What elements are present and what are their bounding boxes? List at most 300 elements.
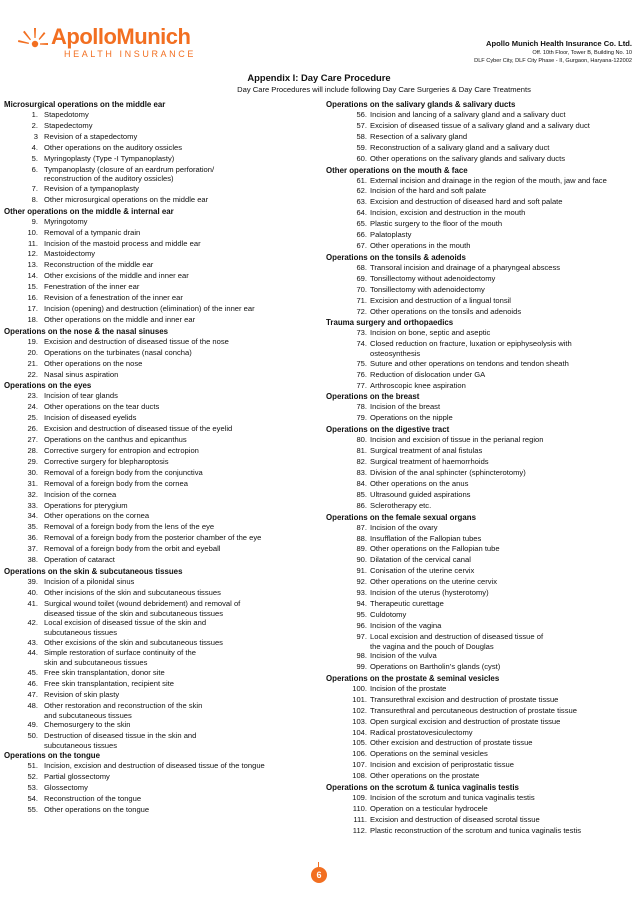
section-heading: Operations on the eyes bbox=[4, 381, 92, 391]
procedure-item bbox=[326, 402, 638, 413]
procedure-text: Local excision and destruction of diseased tissue of bbox=[370, 631, 544, 641]
company-info bbox=[474, 39, 632, 65]
procedure-text: Incision of diseased eyelids bbox=[44, 413, 137, 423]
procedure-text: Sclerotherapy etc. bbox=[370, 500, 432, 510]
procedure-text: Removal of a foreign body from the orbit and eyeball bbox=[44, 544, 221, 554]
procedure-item bbox=[4, 468, 312, 479]
procedure-text: Incision of tear glands bbox=[44, 391, 118, 401]
procedure-text: Revision of skin plasty bbox=[44, 689, 120, 699]
right-column bbox=[326, 99, 638, 837]
logo-wordmark: ApolloMunich bbox=[51, 24, 191, 49]
procedure-item bbox=[4, 679, 312, 690]
logo-sun-icon bbox=[18, 26, 48, 58]
procedure-item bbox=[4, 143, 312, 154]
procedure-item bbox=[4, 402, 312, 413]
procedure-number: 88. bbox=[356, 533, 367, 543]
logo-tagline: HEALTH INSURANCE bbox=[64, 49, 196, 59]
section-heading: Operations on the scrotum & tunica vaginalis testis bbox=[326, 783, 519, 793]
procedure-item bbox=[4, 720, 312, 731]
procedure-number: 9. bbox=[31, 216, 38, 226]
procedure-item bbox=[326, 296, 638, 307]
procedure-number: 11. bbox=[28, 238, 38, 248]
procedure-number: 112. bbox=[352, 825, 367, 835]
procedure-item bbox=[326, 523, 638, 534]
procedure-item bbox=[326, 760, 638, 771]
procedure-item bbox=[326, 501, 638, 512]
procedure-item bbox=[326, 435, 638, 446]
page-subtitle: Day Care Procedures will include following Day Care Surgeries & Day Care Treatments bbox=[237, 85, 531, 94]
procedure-number: 57. bbox=[356, 120, 367, 130]
procedure-item bbox=[4, 690, 312, 701]
procedure-text: Operations on the canthus and epicanthus bbox=[44, 435, 187, 445]
section-heading: Operations on the digestive tract bbox=[326, 425, 450, 435]
procedure-text: Incision, excision and destruction of diseased tissue of the tongue bbox=[44, 761, 265, 771]
procedure-text-continued: the vagina and the pouch of Douglas bbox=[370, 641, 494, 651]
procedure-item bbox=[4, 544, 312, 555]
procedure-text: Ultrasound guided aspirations bbox=[370, 489, 471, 499]
procedure-text: Operation of cataract bbox=[44, 555, 115, 565]
procedure-item bbox=[4, 271, 312, 282]
section-heading: Other operations on the middle & internal ear bbox=[4, 206, 174, 216]
procedure-number: 21. bbox=[27, 358, 38, 368]
procedure-text-continued: subcutaneous tissues bbox=[44, 628, 118, 638]
procedure-text: Incision on bone, septic and aseptic bbox=[370, 328, 491, 338]
procedure-item bbox=[326, 132, 638, 143]
procedure-item bbox=[326, 632, 638, 651]
procedure-item bbox=[326, 446, 638, 457]
procedure-number: 103. bbox=[352, 716, 367, 726]
procedure-item bbox=[4, 555, 312, 566]
procedure-text: Other excision and destruction of prostate tissue bbox=[370, 738, 533, 748]
procedure-number: 86. bbox=[356, 500, 367, 510]
procedure-number: 60. bbox=[356, 153, 367, 163]
procedure-number: 7. bbox=[31, 183, 38, 193]
procedure-text: Incision of the prostate bbox=[370, 683, 447, 693]
procedure-number: 37. bbox=[27, 544, 38, 554]
procedure-item bbox=[4, 501, 312, 512]
procedure-number: 79. bbox=[356, 413, 367, 423]
procedure-item bbox=[326, 738, 638, 749]
procedure-number: 29. bbox=[27, 456, 38, 466]
procedure-number: 43. bbox=[27, 637, 38, 647]
procedure-number: 76. bbox=[356, 369, 367, 379]
procedure-number: 30. bbox=[27, 467, 38, 477]
procedure-item bbox=[326, 413, 638, 424]
procedure-item bbox=[326, 717, 638, 728]
procedure-text: Insufflation of the Fallopian tubes bbox=[370, 533, 482, 543]
procedure-number: 25. bbox=[27, 413, 38, 423]
procedure-number: 59. bbox=[356, 142, 367, 152]
procedure-text: Tympanoplasty (closure of an eardrum perforation/ bbox=[44, 164, 215, 174]
procedure-text: Nasal sinus aspiration bbox=[44, 369, 119, 379]
section-heading: Operations on the tonsils & adenoids bbox=[326, 252, 466, 262]
procedure-item bbox=[326, 651, 638, 662]
procedure-text: Other restoration and reconstruction of the skin bbox=[44, 700, 203, 710]
procedure-text: Tonsillectomy with adenoidectomy bbox=[370, 284, 485, 294]
procedure-item bbox=[4, 217, 312, 228]
procedure-item bbox=[326, 154, 638, 165]
procedure-number: 50. bbox=[27, 730, 38, 740]
procedure-text: Incision and excision of tissue in the perianal region bbox=[370, 435, 544, 445]
apollo-munich-logo bbox=[18, 24, 208, 64]
procedure-text: Division of the anal sphincter (sphincterotomy) bbox=[370, 467, 526, 477]
procedure-item bbox=[326, 706, 638, 717]
procedure-number: 41. bbox=[27, 598, 38, 608]
procedure-item bbox=[326, 771, 638, 782]
procedure-number: 47. bbox=[27, 689, 38, 699]
procedure-text: Other operations on the prostate bbox=[370, 771, 480, 781]
procedure-text: Radical prostatovesiculectomy bbox=[370, 727, 473, 737]
procedure-text: Excision and destruction of diseased scrotal tissue bbox=[370, 814, 540, 824]
procedure-item bbox=[326, 621, 638, 632]
procedure-number: 92. bbox=[356, 577, 367, 587]
procedure-text: Incision of the mastoid process and middle ear bbox=[44, 238, 201, 248]
procedure-text: Other operations on the cornea bbox=[44, 511, 150, 521]
procedure-item bbox=[4, 761, 312, 772]
procedure-item bbox=[326, 804, 638, 815]
procedure-number: 5. bbox=[31, 153, 38, 163]
procedure-number: 91. bbox=[356, 566, 367, 576]
procedure-number: 23. bbox=[27, 391, 38, 401]
procedure-item bbox=[326, 479, 638, 490]
procedure-item bbox=[4, 599, 312, 618]
procedure-item bbox=[4, 424, 312, 435]
procedure-text: Other operations on the nose bbox=[44, 358, 143, 368]
procedure-number: 52. bbox=[27, 772, 38, 782]
procedure-text: Incision and lancing of a salivary gland and a salivary duct bbox=[370, 110, 566, 119]
procedure-item bbox=[4, 648, 312, 667]
procedure-text: Simple restoration of surface continuity of the bbox=[44, 648, 196, 658]
procedure-item bbox=[4, 511, 312, 522]
procedure-number: 18. bbox=[27, 314, 38, 324]
procedure-item bbox=[4, 239, 312, 250]
procedure-item bbox=[4, 522, 312, 533]
left-column bbox=[4, 99, 312, 816]
section-heading: Operations on the prostate & seminal vesicles bbox=[326, 673, 500, 683]
procedure-item bbox=[326, 208, 638, 219]
procedure-number: 106. bbox=[352, 749, 367, 759]
procedure-item bbox=[4, 132, 312, 143]
procedure-text: External incision and drainage in the region of the mouth, jaw and face bbox=[370, 175, 607, 185]
procedure-number: 2. bbox=[31, 120, 38, 130]
procedure-text: Other microsurgical operations on the middle ear bbox=[44, 194, 209, 204]
procedure-text: Removal of a tympanic drain bbox=[44, 227, 141, 237]
procedure-text: Incision of a pilonidal sinus bbox=[44, 576, 135, 586]
procedure-number: 63. bbox=[356, 197, 367, 207]
procedure-number: 109. bbox=[352, 793, 367, 803]
procedure-number: 31. bbox=[27, 478, 38, 488]
procedure-number: 26. bbox=[27, 424, 38, 434]
procedure-item bbox=[326, 274, 638, 285]
section-heading: Microsurgical operations on the middle ear bbox=[4, 100, 166, 109]
procedure-item bbox=[4, 348, 312, 359]
procedure-text: Revision of a fenestration of the inner ear bbox=[44, 293, 183, 303]
procedure-text: Operation on a testicular hydrocele bbox=[370, 803, 488, 813]
procedure-text: Mastoidectomy bbox=[44, 249, 96, 259]
procedure-text: Reconstruction of the middle ear bbox=[44, 260, 154, 270]
section-heading: Other operations on the mouth & face bbox=[326, 165, 468, 175]
procedure-item bbox=[326, 544, 638, 555]
procedure-item bbox=[4, 391, 312, 402]
procedure-number: 104. bbox=[352, 727, 367, 737]
procedure-item bbox=[326, 197, 638, 208]
procedure-text: Excision and destruction of a lingual tonsil bbox=[370, 295, 511, 305]
procedure-item bbox=[4, 805, 312, 816]
procedure-text: Dilatation of the cervical canal bbox=[370, 555, 471, 565]
procedure-item bbox=[326, 577, 638, 588]
procedure-text: Removal of a foreign body from the posterior chamber of the eye bbox=[44, 533, 262, 543]
procedure-item bbox=[4, 701, 312, 720]
procedure-item bbox=[326, 490, 638, 501]
procedure-item bbox=[326, 826, 638, 837]
procedure-number: 102. bbox=[352, 705, 367, 715]
procedure-number: 64. bbox=[356, 208, 367, 218]
procedure-text: Excision and destruction of diseased hard and soft palate bbox=[370, 197, 563, 207]
procedure-item bbox=[326, 241, 638, 252]
procedure-text: Other excisions of the skin and subcutaneous tissues bbox=[44, 637, 223, 647]
procedure-number: 12. bbox=[27, 249, 38, 259]
procedure-text: Incision, excision and destruction in the mouth bbox=[370, 208, 526, 218]
procedure-number: 93. bbox=[356, 588, 367, 598]
procedure-number: 105. bbox=[352, 738, 367, 748]
procedure-item bbox=[4, 304, 312, 315]
procedure-number: 56. bbox=[356, 110, 367, 119]
procedure-item bbox=[4, 668, 312, 679]
procedure-item bbox=[4, 370, 312, 381]
section-heading: Operations on the tongue bbox=[4, 751, 101, 761]
procedure-item bbox=[4, 435, 312, 446]
procedure-number: 35. bbox=[27, 522, 38, 532]
procedure-text: Reconstruction of the tongue bbox=[44, 794, 142, 804]
procedure-number: 48. bbox=[27, 700, 38, 710]
procedure-item bbox=[326, 457, 638, 468]
procedure-text: Partial glossectomy bbox=[44, 772, 110, 782]
procedure-text: Incision and excision of periprostatic tissue bbox=[370, 760, 514, 770]
page-title: Appendix I: Day Care Procedure bbox=[247, 72, 391, 83]
procedure-number: 22. bbox=[27, 369, 38, 379]
procedure-item bbox=[4, 577, 312, 588]
company-name: Apollo Munich Health Insurance Co. Ltd. bbox=[486, 39, 632, 48]
procedure-item bbox=[326, 662, 638, 673]
procedure-number: 82. bbox=[356, 457, 367, 467]
procedure-item bbox=[4, 731, 312, 750]
procedure-text-continued: diseased tissue of the skin and subcutaneous tissues bbox=[44, 608, 223, 618]
procedure-text: Other operations in the mouth bbox=[370, 240, 471, 250]
procedure-text: Operations for pterygium bbox=[44, 500, 128, 510]
procedure-text: Removal of a foreign body from the cornea bbox=[44, 478, 188, 488]
procedure-item bbox=[4, 794, 312, 805]
procedure-number: 81. bbox=[356, 446, 367, 456]
procedure-item bbox=[4, 457, 312, 468]
procedure-text: Removal of a foreign body from the lens of the eye bbox=[44, 522, 215, 532]
procedure-item bbox=[326, 359, 638, 370]
procedure-text: Other operations on the salivary glands and salivary ducts bbox=[370, 153, 566, 163]
procedure-item bbox=[4, 588, 312, 599]
procedure-number: 51. bbox=[27, 761, 38, 771]
procedure-item bbox=[326, 555, 638, 566]
procedure-number: 80. bbox=[356, 435, 367, 445]
procedure-number: 38. bbox=[27, 555, 38, 565]
procedure-number: 108. bbox=[352, 771, 367, 781]
procedure-item bbox=[4, 165, 312, 184]
procedure-number: 87. bbox=[356, 522, 367, 532]
procedure-text: Local excision of diseased tissue of the skin and bbox=[44, 618, 207, 628]
procedure-text: Operations on the nipple bbox=[370, 413, 453, 423]
procedure-number: 75. bbox=[356, 358, 367, 368]
procedure-item bbox=[326, 588, 638, 599]
procedure-text: Surgical treatment of anal fistulas bbox=[370, 446, 483, 456]
procedure-text: Operations on the turbinates (nasal concha) bbox=[44, 347, 192, 357]
procedure-item bbox=[326, 370, 638, 381]
procedure-text: Operations on the seminal vesicles bbox=[370, 749, 488, 759]
procedure-item bbox=[326, 339, 638, 358]
procedure-text: Reconstruction of a salivary gland and a salivary duct bbox=[370, 142, 550, 152]
procedure-text: Transurethral excision and destruction of prostate tissue bbox=[370, 694, 559, 704]
procedure-item bbox=[4, 783, 312, 794]
title-block bbox=[0, 72, 638, 95]
procedure-number: 40. bbox=[27, 587, 38, 597]
procedure-text: Other operations on the tear ducts bbox=[44, 402, 160, 412]
procedure-text: Operations on Bartholin’s glands (cyst) bbox=[370, 661, 501, 671]
procedure-number: 90. bbox=[356, 555, 367, 565]
procedure-text: Transoral incision and drainage of a pharyngeal abscess bbox=[370, 262, 561, 272]
procedure-number: 68. bbox=[356, 262, 367, 272]
procedure-item bbox=[326, 793, 638, 804]
procedure-text: Incision of the scrotum and tunica vaginalis testis bbox=[370, 793, 535, 803]
procedure-number: 89. bbox=[356, 544, 367, 554]
procedure-number: 15. bbox=[27, 282, 38, 292]
procedure-number: 16. bbox=[27, 293, 38, 303]
procedure-item bbox=[4, 282, 312, 293]
procedure-text-continued: and subcutaneous tissues bbox=[44, 710, 132, 720]
procedure-text: Reduction of dislocation under GA bbox=[370, 369, 486, 379]
procedure-number: 54. bbox=[27, 794, 38, 804]
procedure-text: Removal of a foreign body from the conjunctiva bbox=[44, 467, 203, 477]
procedure-text: Incision of the vulva bbox=[370, 651, 437, 661]
procedure-number: 78. bbox=[356, 402, 367, 412]
procedure-number: 69. bbox=[356, 273, 367, 283]
procedure-number: 111. bbox=[353, 814, 367, 824]
procedure-number: 67. bbox=[356, 240, 367, 250]
procedure-number: 70. bbox=[356, 284, 367, 294]
procedure-text: Transurethral and percutaneous destruction of prostate tissue bbox=[370, 705, 577, 715]
procedure-item bbox=[326, 230, 638, 241]
procedure-number: 14. bbox=[27, 271, 38, 281]
procedure-item bbox=[4, 533, 312, 544]
procedure-item bbox=[326, 328, 638, 339]
procedure-item bbox=[326, 110, 638, 121]
procedure-number: 44. bbox=[27, 648, 38, 658]
procedure-number: 100. bbox=[352, 683, 367, 693]
procedure-number: 19. bbox=[27, 336, 38, 346]
procedure-text: Other operations on the uterine cervix bbox=[370, 577, 498, 587]
section-heading: Trauma surgery and orthopaedics bbox=[326, 318, 454, 328]
procedure-text: Therapeutic curettage bbox=[370, 598, 444, 608]
section-heading: Operations on the skin & subcutaneous tissues bbox=[4, 566, 183, 576]
procedure-text: Stapedotomy bbox=[44, 110, 89, 119]
procedure-item bbox=[326, 381, 638, 392]
procedure-text: Suture and other operations on tendons and tendon sheath bbox=[370, 358, 569, 368]
procedure-number: 85. bbox=[356, 489, 367, 499]
procedure-number: 46. bbox=[27, 678, 38, 688]
procedure-item bbox=[326, 749, 638, 760]
company-address-line-2: DLF Cyber City, DLF City Phase - II, Gurgaon, Haryana-122002 bbox=[474, 58, 632, 64]
procedure-text: Arthroscopic knee aspiration bbox=[370, 380, 466, 390]
procedure-item bbox=[4, 249, 312, 260]
procedure-number: 36. bbox=[27, 533, 38, 543]
procedure-number: 8. bbox=[31, 194, 38, 204]
procedure-item bbox=[326, 468, 638, 479]
procedure-text: Myringoplasty (Type -I Tympanoplasty) bbox=[44, 153, 175, 163]
procedure-text: Free skin transplantation, donor site bbox=[44, 667, 165, 677]
procedure-text: Fenestration of the inner ear bbox=[44, 282, 140, 292]
procedure-number: 107. bbox=[352, 760, 367, 770]
page-header bbox=[0, 0, 638, 72]
procedure-item bbox=[4, 479, 312, 490]
procedure-text: Incision of the vagina bbox=[370, 620, 442, 630]
procedure-number: 55. bbox=[27, 804, 38, 814]
procedure-text: Incision of the cornea bbox=[44, 489, 117, 499]
procedure-item bbox=[326, 307, 638, 318]
procedure-item bbox=[4, 260, 312, 271]
procedure-text: Open surgical excision and destruction of prostate tissue bbox=[370, 716, 561, 726]
procedure-number: 39. bbox=[27, 576, 38, 586]
procedure-item bbox=[4, 638, 312, 649]
procedure-number: 34. bbox=[27, 511, 38, 521]
procedure-item bbox=[326, 176, 638, 187]
procedure-text: Plastic reconstruction of the scrotum and tunica vaginalis testis bbox=[370, 825, 582, 835]
procedure-text: Plastic surgery to the floor of the mouth bbox=[370, 219, 503, 229]
procedure-text: Revision of a stapedectomy bbox=[44, 131, 138, 141]
procedure-number: 1. bbox=[31, 110, 38, 119]
procedure-number: 32. bbox=[27, 489, 38, 499]
procedure-number: 45. bbox=[27, 667, 38, 677]
procedure-item bbox=[4, 110, 312, 121]
procedure-text: Palatoplasty bbox=[370, 230, 412, 240]
page-number: 6 bbox=[311, 867, 327, 883]
procedure-text: Other operations on the Fallopian tube bbox=[370, 544, 500, 554]
procedure-text-continued: skin and subcutaneous tissues bbox=[44, 658, 148, 668]
section-heading: Operations on the salivary glands & salivary ducts bbox=[326, 100, 516, 109]
procedure-text-continued: osteosynthesis bbox=[370, 349, 421, 359]
procedure-number: 20. bbox=[27, 347, 38, 357]
procedure-item bbox=[4, 121, 312, 132]
procedure-text: Tonsillectomy without adenoidectomy bbox=[370, 273, 496, 283]
procedure-text: Incision of the hard and soft palate bbox=[370, 186, 487, 196]
procedure-text: Closed reduction on fracture, luxation or epiphyseolysis with bbox=[370, 339, 572, 349]
company-address-line-1: Off. 10th Floor, Tower B, Building No. 10 bbox=[532, 50, 632, 56]
procedure-text: Surgical wound toilet (wound debridement) and removal of bbox=[44, 598, 241, 608]
procedure-text: Surgical treatment of haemorrhoids bbox=[370, 457, 489, 467]
procedure-text: Incision of the breast bbox=[370, 402, 441, 412]
section-heading: Operations on the nose & the nasal sinuses bbox=[4, 326, 168, 336]
procedure-item bbox=[4, 315, 312, 326]
procedure-number: 13. bbox=[27, 260, 38, 270]
procedure-text: Resection of a salivary gland bbox=[370, 131, 468, 141]
procedure-item bbox=[4, 618, 312, 637]
procedure-item bbox=[326, 815, 638, 826]
procedure-item bbox=[4, 293, 312, 304]
procedure-number: 74. bbox=[356, 339, 367, 349]
procedure-item bbox=[4, 446, 312, 457]
procedure-number: 110. bbox=[352, 803, 367, 813]
procedure-item bbox=[326, 599, 638, 610]
procedure-item bbox=[4, 337, 312, 348]
procedure-item bbox=[326, 219, 638, 230]
procedure-text: Excision and destruction of diseased tissue of the eyelid bbox=[44, 424, 233, 434]
procedure-number: 33. bbox=[27, 500, 38, 510]
procedure-number: 97. bbox=[356, 631, 367, 641]
